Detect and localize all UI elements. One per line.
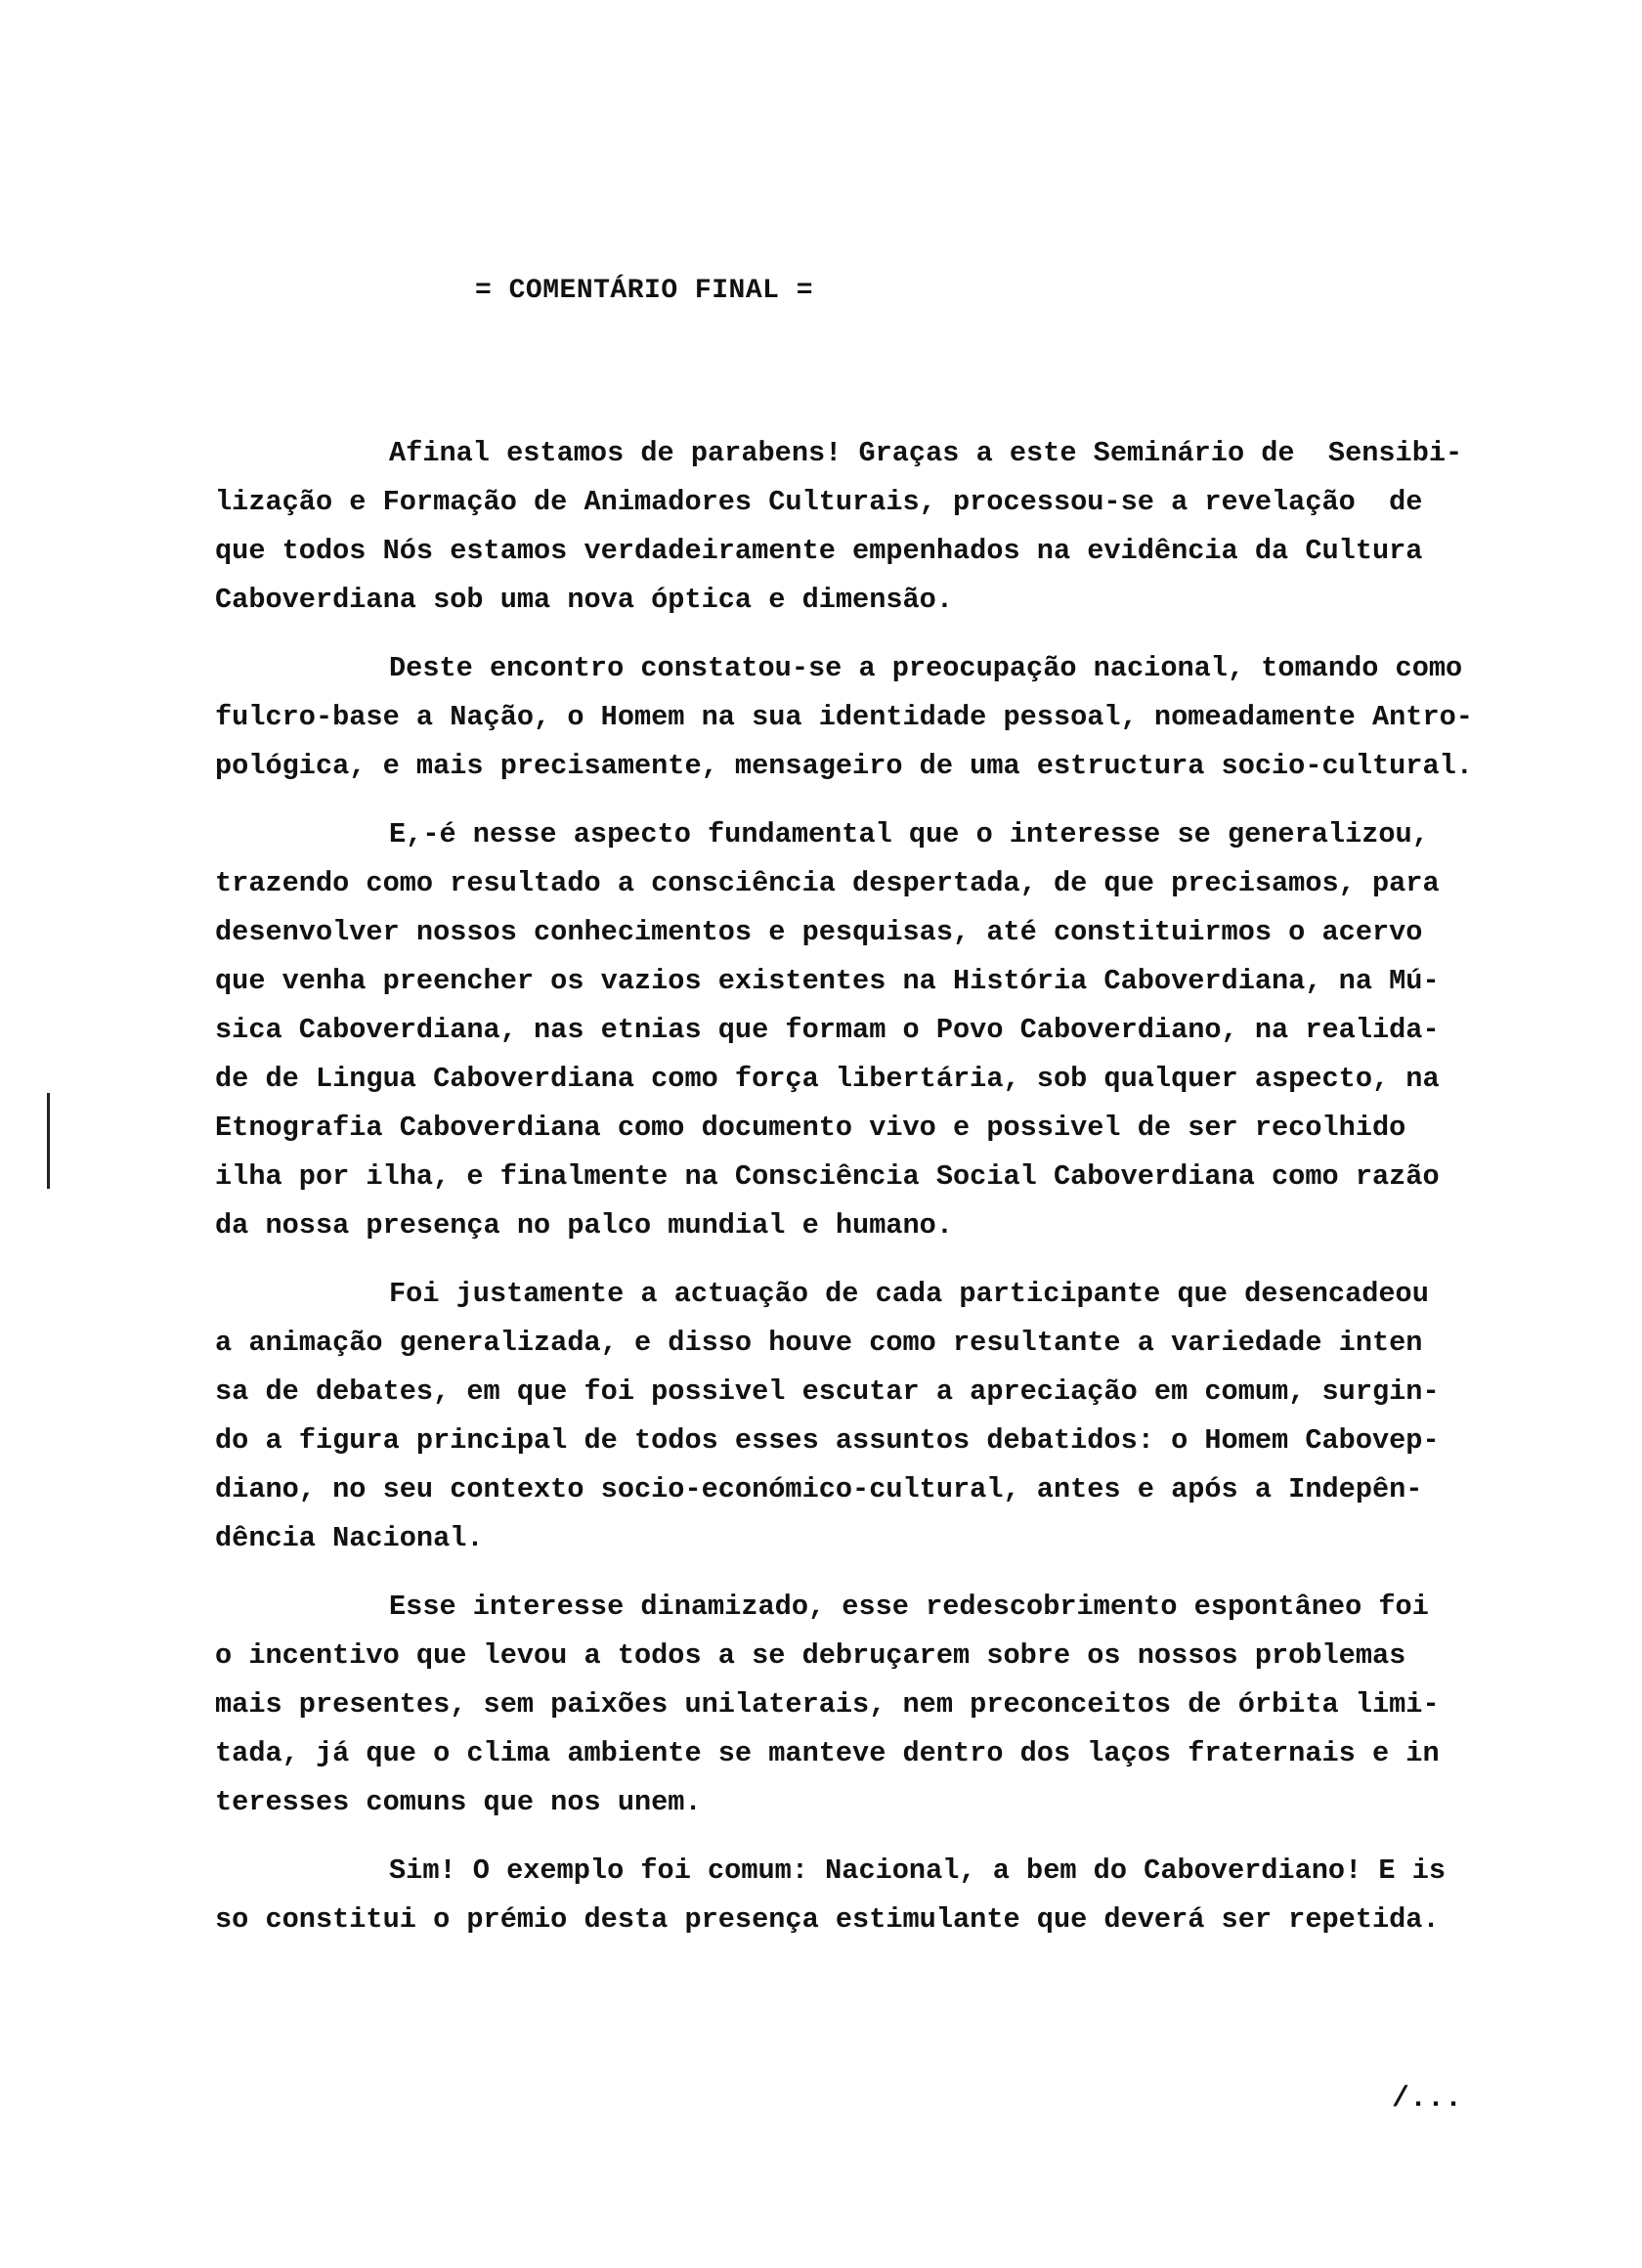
- text-line: diano, no seu contexto socio-económico-cultural, antes e após a Indepên-: [215, 1473, 1423, 1505]
- text-line: ilha por ilha, e finalmente na Consciência Social Caboverdiana como razão: [215, 1160, 1440, 1193]
- text-line: do a figura principal de todos esses assuntos debatidos: o Homem Caboveр-: [215, 1424, 1440, 1457]
- text-line: Deste encontro constatou-se a preocupação nacional, tomando como: [389, 652, 1463, 684]
- text-line: lização e Formação de Animadores Culturais, processou-se a revelação de: [215, 486, 1423, 518]
- text-line: a animação generalizada, e disso houve como resultante a variedade inten: [215, 1327, 1423, 1359]
- text-line: sica Caboverdiana, nas etnias que formam o Povo Caboverdiano, na realida-: [215, 1014, 1440, 1046]
- text-line: Foi justamente a actuação de cada participante que desencadeou: [389, 1278, 1429, 1310]
- text-line: E,-é nesse aspecto fundamental que o interesse se generalizou,: [389, 818, 1429, 850]
- text-line: teresses comuns que nos unem.: [215, 1786, 702, 1818]
- text-line: so constitui o prémio desta presença estimulante que deverá ser repetida.: [215, 1903, 1440, 1936]
- text-line: tada, já que o clima ambiente se manteve dentro dos laços fraternais e in: [215, 1737, 1440, 1769]
- text-line: trazendo como resultado a consciência despertada, de que precisamos, para: [215, 867, 1440, 899]
- text-line: Etnografia Caboverdiana como documento vivo e possivel de ser recolhido: [215, 1112, 1406, 1144]
- text-line: o incentivo que levou a todos a se debruçarem sobre os nossos problemas: [215, 1639, 1406, 1672]
- text-line: dência Nacional.: [215, 1522, 484, 1554]
- text-line: fulcro-base a Nação, o Homem na sua identidade pessoal, nomeadamente Antro-: [215, 701, 1473, 733]
- margin-mark: [47, 1093, 50, 1189]
- text-line: que venha preencher os vazios existentes na História Caboverdiana, na Mú-: [215, 965, 1440, 997]
- text-line: sa de debates, em que foi possivel escutar a apreciação em comum, surgin-: [215, 1375, 1440, 1408]
- text-line: pológica, e mais precisamente, mensageiro de uma estructura socio-cultural.: [215, 750, 1473, 782]
- text-line: Sim! O exemplo foi comum: Nacional, a bem do Caboverdiano! E is: [389, 1854, 1447, 1887]
- text-line: desenvolver nossos conhecimentos e pesquisas, até constituirmos o acervo: [215, 916, 1423, 948]
- text-line: Caboverdiana sob uma nova óptica e dimensão.: [215, 584, 953, 616]
- text-line: mais presentes, sem paixões unilaterais, nem preconceitos de órbita limi-: [215, 1688, 1440, 1721]
- text-line: de de Lingua Caboverdiana como força libertária, sob qualquer aspecto, na: [215, 1063, 1440, 1095]
- page-title: = COMENTÁRIO FINAL =: [475, 276, 814, 306]
- text-line: da nossa presença no palco mundial e humano.: [215, 1209, 953, 1242]
- text-line: que todos Nós estamos verdadeiramente empenhados na evidência da Cultura: [215, 535, 1423, 567]
- text-line: Afinal estamos de parabens! Graças a este Seminário de Sensibi-: [389, 437, 1463, 469]
- page-continuation: /...: [1392, 2082, 1463, 2115]
- text-line: Esse interesse dinamizado, esse redescobrimento espontâneo foi: [389, 1591, 1429, 1623]
